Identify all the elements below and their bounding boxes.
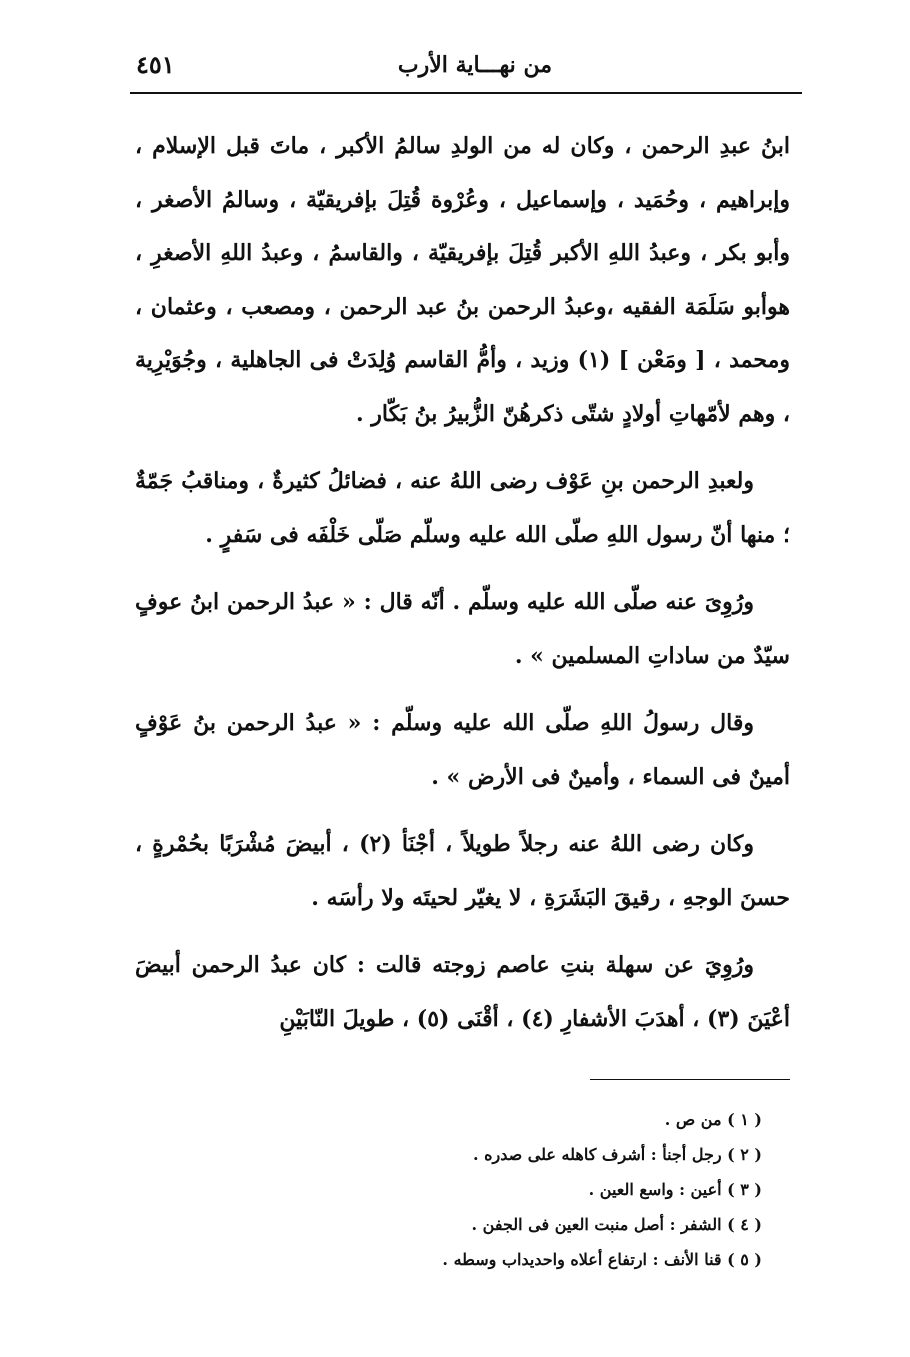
footnote-4: ( ٤ ) الشفر : أصل منبت العين فى الجفن .	[471, 1215, 762, 1234]
footnote-3: ( ٣ ) أعين : واسع العين .	[588, 1180, 762, 1199]
footnote-2: ( ٢ ) رجل أجنأ : أشرف كاهله على صدره .	[472, 1145, 762, 1164]
page-header	[130, 48, 802, 90]
paragraph-4: وقال رسولُ اللهِ صلّى الله عليه وسلّم : « عبدُ الرحمن بنُ عَوْفٍ أمينٌ فى السماء ، وأمينٌ فى الأرض » .	[135, 710, 790, 790]
paragraph-2: ولعبدِ الرحمن بنِ عَوْف رضى اللهُ عنه ، فضائلُ كثيرةٌ ، ومناقبُ جَمّةٌ ؛ منها أنّ رسول اللهِ صلّى الله عليه وسلّم صَلّى خَلْفَه فى سَفرٍ .	[135, 468, 790, 548]
main-text	[135, 120, 790, 1046]
footnote-5: ( ٥ ) قنا الأنف : ارتفاع أعلاه واحديداب وسطه .	[442, 1250, 762, 1269]
paragraph-1: ابنُ عبدِ الرحمن ، وكان له من الولدِ سالمُ الأكبر ، ماتَ قبل الإسلام ، وإبراهيم ، وحُمَيد ، وإسماعيل ، وعُرْوة قُتِلَ بإفريقيّة ، وسالمُ الأصغر ، وأبو بكر ، وعبدُ اللهِ الأكبر قُتِلَ بإفريقيّة ، والقاسمُ ، وعبدُ اللهِ الأصغرِ ، هوأبو سَلَمَة الفقيه ،وعبدُ الرحمن بنُ عبد الرحمن ، ومصعب ، وعثمان ، ومحمد ، [ ومَعْن ] (١) وزيد ، وأمُّ القاسم وُلِدَتْ فى الجاهلية ، وجُوَيْرِية ، وهم لأمّهاتِ أولادٍ شتّى ذكرهُنّ الزُّبيرُ بنُ بَكّار .	[135, 133, 790, 427]
paragraph-6: ورُوِيَ عن سهلة بنتِ عاصم زوجته قالت : كان عبدُ الرحمن أبيضَ أعْيَنَ (٣) ، أهدَبَ الأشفارِ (٤) ، أقْنَى (٥) ، طويلَ النّابَيْنِ	[135, 952, 790, 1032]
page-number: ٤٥١	[136, 50, 175, 79]
running-title: من نهـــاية الأرب	[397, 52, 552, 78]
paragraph-5: وكان رضى اللهُ عنه رجلاً طويلاً ، أجْنَأ (٢) ، أبيضَ مُشْرَبًا بحُمْرةٍ ، حسنَ الوجهِ ، رقيقَ البَشَرَةِ ، لا يغيّر لحيتَه ولا رأسَه .	[135, 831, 790, 911]
footnote-1: ( ١ ) من ص .	[664, 1110, 762, 1129]
footnote-rule	[590, 1079, 790, 1080]
paragraph-3: ورُوِىَ عنه صلّى الله عليه وسلّم . أنّه قال : « عبدُ الرحمن ابنُ عوفٍ سيّدٌ من ساداتِ المسلمين » .	[135, 589, 790, 669]
header-rule	[130, 92, 802, 94]
footnotes	[202, 1102, 762, 1277]
